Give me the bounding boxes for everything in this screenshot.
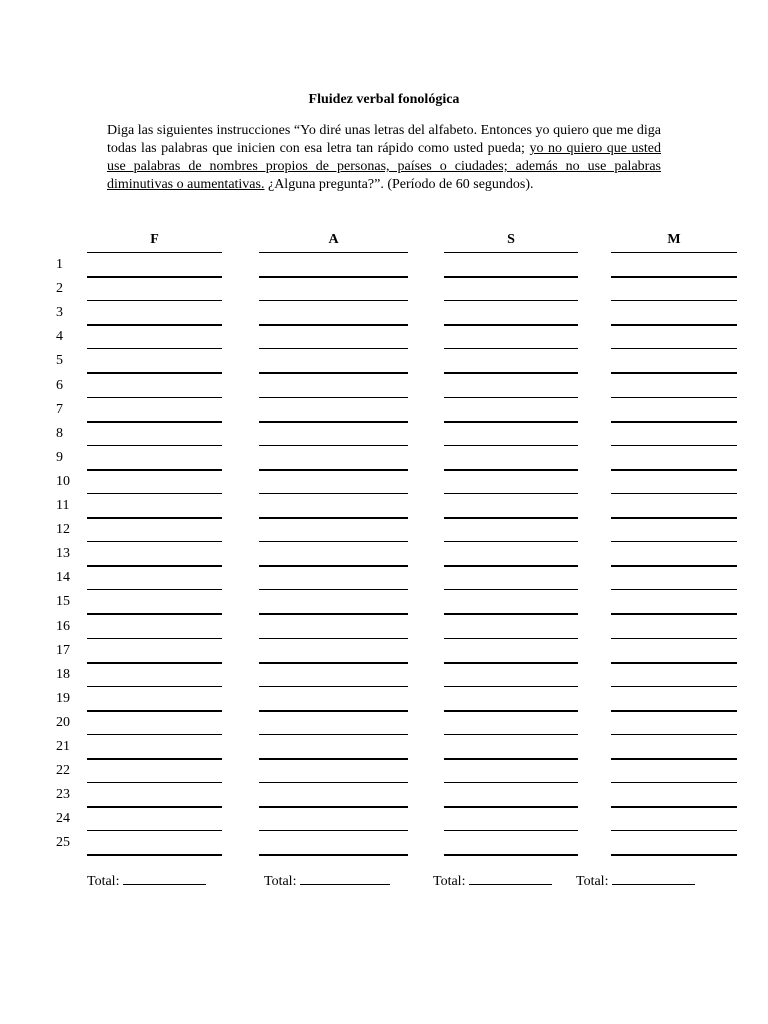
answer-line-m-11[interactable] xyxy=(611,517,737,519)
row-number: 19 xyxy=(56,691,70,706)
answer-line-s-1[interactable] xyxy=(444,276,578,278)
answer-line-a-22[interactable] xyxy=(259,782,408,783)
answer-line-a-13[interactable] xyxy=(259,565,408,567)
answer-line-s-19[interactable] xyxy=(444,710,578,712)
answer-line-a-25[interactable] xyxy=(259,854,408,856)
column-header-underline xyxy=(87,252,222,253)
instructions-underlined-text: yo no quiero que usted use palabras de nombres propios de personas, países o ciudades; además no use palabras diminutivas o aumentativas. xyxy=(107,141,662,192)
answer-line-a-23[interactable] xyxy=(259,806,408,808)
row-number: 16 xyxy=(56,619,70,634)
answer-line-m-12[interactable] xyxy=(611,541,737,542)
answer-line-f-19[interactable] xyxy=(87,710,222,712)
answer-line-m-3[interactable] xyxy=(611,324,737,326)
row-number: 11 xyxy=(56,498,70,513)
row-number: 10 xyxy=(56,474,70,489)
total-a xyxy=(264,872,390,890)
total-s xyxy=(433,872,552,890)
row-number: 15 xyxy=(56,594,70,609)
row-number: 2 xyxy=(56,281,63,296)
answer-line-s-5[interactable] xyxy=(444,372,578,374)
answer-line-s-18[interactable] xyxy=(444,686,578,687)
total-blank-field[interactable] xyxy=(469,872,552,885)
answer-line-f-1[interactable] xyxy=(87,276,222,278)
answer-line-a-20[interactable] xyxy=(259,734,408,735)
row-number: 9 xyxy=(56,450,63,465)
answer-line-m-23[interactable] xyxy=(611,806,737,808)
total-m xyxy=(576,872,695,890)
answer-line-a-11[interactable] xyxy=(259,517,408,519)
column-header-underline xyxy=(611,252,737,253)
answer-line-f-18[interactable] xyxy=(87,686,222,687)
answer-line-a-15[interactable] xyxy=(259,613,408,615)
answer-line-f-25[interactable] xyxy=(87,854,222,856)
answer-line-a-9[interactable] xyxy=(259,469,408,471)
answer-line-a-2[interactable] xyxy=(259,300,408,301)
answer-line-s-7[interactable] xyxy=(444,421,578,423)
total-blank-field[interactable] xyxy=(612,872,695,885)
answer-line-m-9[interactable] xyxy=(611,469,737,471)
row-number: 13 xyxy=(56,546,70,561)
answer-line-s-20[interactable] xyxy=(444,734,578,735)
answer-line-s-15[interactable] xyxy=(444,613,578,615)
answer-line-f-24[interactable] xyxy=(87,830,222,831)
instructions-paragraph xyxy=(107,122,661,194)
answer-line-m-19[interactable] xyxy=(611,710,737,712)
answer-line-m-18[interactable] xyxy=(611,686,737,687)
column-header-m: M xyxy=(667,232,681,247)
answer-line-a-17[interactable] xyxy=(259,662,408,664)
row-number: 21 xyxy=(56,739,70,754)
answer-line-m-2[interactable] xyxy=(611,300,737,301)
answer-line-s-9[interactable] xyxy=(444,469,578,471)
total-label: Total: xyxy=(433,874,466,889)
answer-line-m-25[interactable] xyxy=(611,854,737,856)
answer-line-f-22[interactable] xyxy=(87,782,222,783)
answer-line-s-6[interactable] xyxy=(444,397,578,398)
answer-line-s-4[interactable] xyxy=(444,348,578,349)
answer-line-s-17[interactable] xyxy=(444,662,578,664)
answer-line-a-18[interactable] xyxy=(259,686,408,687)
answer-line-m-10[interactable] xyxy=(611,493,737,494)
instructions-text-start: Diga las siguientes instrucciones “Yo diré unas letras del alfabeto. Entonces yo quiero que me diga todas las palabras que inicien con esa letra tan rápido como usted pueda; xyxy=(107,123,661,156)
answer-line-s-22[interactable] xyxy=(444,782,578,783)
answer-line-m-22[interactable] xyxy=(611,782,737,783)
answer-line-m-5[interactable] xyxy=(611,372,737,374)
row-number: 4 xyxy=(56,329,63,344)
column-header-underline xyxy=(259,252,408,253)
answer-line-f-17[interactable] xyxy=(87,662,222,664)
answer-line-f-21[interactable] xyxy=(87,758,222,760)
row-number: 25 xyxy=(56,835,70,850)
row-number: 8 xyxy=(56,426,63,441)
total-label: Total: xyxy=(576,874,609,889)
row-number: 23 xyxy=(56,787,70,802)
answer-line-s-21[interactable] xyxy=(444,758,578,760)
answer-line-f-11[interactable] xyxy=(87,517,222,519)
answer-line-m-21[interactable] xyxy=(611,758,737,760)
answer-line-a-14[interactable] xyxy=(259,589,408,590)
answer-line-s-24[interactable] xyxy=(444,830,578,831)
answer-line-a-24[interactable] xyxy=(259,830,408,831)
answer-line-m-7[interactable] xyxy=(611,421,737,423)
row-number: 22 xyxy=(56,763,70,778)
answer-line-s-14[interactable] xyxy=(444,589,578,590)
column-header-f: F xyxy=(150,232,159,247)
answer-line-a-5[interactable] xyxy=(259,372,408,374)
answer-line-m-17[interactable] xyxy=(611,662,737,664)
total-blank-field[interactable] xyxy=(300,872,390,885)
row-number: 6 xyxy=(56,378,63,393)
row-number: 5 xyxy=(56,353,63,368)
row-number: 12 xyxy=(56,522,70,537)
answer-line-m-20[interactable] xyxy=(611,734,737,735)
answer-line-f-15[interactable] xyxy=(87,613,222,615)
answer-line-f-16[interactable] xyxy=(87,638,222,639)
answer-line-s-16[interactable] xyxy=(444,638,578,639)
answer-line-f-14[interactable] xyxy=(87,589,222,590)
answer-line-f-7[interactable] xyxy=(87,421,222,423)
answer-line-f-9[interactable] xyxy=(87,469,222,471)
answer-line-a-12[interactable] xyxy=(259,541,408,542)
column-header-a: A xyxy=(328,232,339,247)
answer-line-a-16[interactable] xyxy=(259,638,408,639)
total-label: Total: xyxy=(264,874,297,889)
answer-line-m-13[interactable] xyxy=(611,565,737,567)
answer-line-m-6[interactable] xyxy=(611,397,737,398)
row-number: 3 xyxy=(56,305,63,320)
answer-line-s-25[interactable] xyxy=(444,854,578,856)
column-header-s: S xyxy=(507,232,515,247)
total-label: Total: xyxy=(87,874,120,889)
answer-line-f-5[interactable] xyxy=(87,372,222,374)
row-number: 18 xyxy=(56,667,70,682)
answer-line-s-10[interactable] xyxy=(444,493,578,494)
row-number: 20 xyxy=(56,715,70,730)
answer-line-m-24[interactable] xyxy=(611,830,737,831)
answer-line-a-1[interactable] xyxy=(259,276,408,278)
answer-line-f-10[interactable] xyxy=(87,493,222,494)
answer-line-f-4[interactable] xyxy=(87,348,222,349)
answer-line-a-8[interactable] xyxy=(259,445,408,446)
row-number: 17 xyxy=(56,643,70,658)
answer-line-m-1[interactable] xyxy=(611,276,737,278)
answer-line-f-13[interactable] xyxy=(87,565,222,567)
answer-line-s-3[interactable] xyxy=(444,324,578,326)
answer-line-f-23[interactable] xyxy=(87,806,222,808)
instructions-text-end: ¿Alguna pregunta?”. (Período de 60 segundos). xyxy=(264,177,534,192)
answer-line-s-23[interactable] xyxy=(444,806,578,808)
total-blank-field[interactable] xyxy=(123,872,206,885)
answer-line-s-12[interactable] xyxy=(444,541,578,542)
answer-line-a-21[interactable] xyxy=(259,758,408,760)
answer-line-a-19[interactable] xyxy=(259,710,408,712)
answer-line-a-7[interactable] xyxy=(259,421,408,423)
answer-line-f-8[interactable] xyxy=(87,445,222,446)
answer-line-s-11[interactable] xyxy=(444,517,578,519)
answer-line-m-15[interactable] xyxy=(611,613,737,615)
total-f xyxy=(87,872,206,890)
answer-line-f-3[interactable] xyxy=(87,324,222,326)
answer-line-m-16[interactable] xyxy=(611,638,737,639)
page-title: Fluidez verbal fonológica xyxy=(308,92,460,107)
answer-line-f-2[interactable] xyxy=(87,300,222,301)
answer-line-a-3[interactable] xyxy=(259,324,408,326)
row-number: 14 xyxy=(56,570,70,585)
answer-line-s-8[interactable] xyxy=(444,445,578,446)
row-number: 24 xyxy=(56,811,70,826)
answer-line-a-10[interactable] xyxy=(259,493,408,494)
answer-line-m-4[interactable] xyxy=(611,348,737,349)
answer-line-a-4[interactable] xyxy=(259,348,408,349)
answer-line-m-14[interactable] xyxy=(611,589,737,590)
row-number: 1 xyxy=(56,257,63,272)
column-header-underline xyxy=(444,252,578,253)
answer-line-m-8[interactable] xyxy=(611,445,737,446)
answer-line-f-6[interactable] xyxy=(87,397,222,398)
answer-line-f-20[interactable] xyxy=(87,734,222,735)
answer-line-a-6[interactable] xyxy=(259,397,408,398)
answer-line-f-12[interactable] xyxy=(87,541,222,542)
answer-line-s-13[interactable] xyxy=(444,565,578,567)
answer-line-s-2[interactable] xyxy=(444,300,578,301)
row-number: 7 xyxy=(56,402,63,417)
